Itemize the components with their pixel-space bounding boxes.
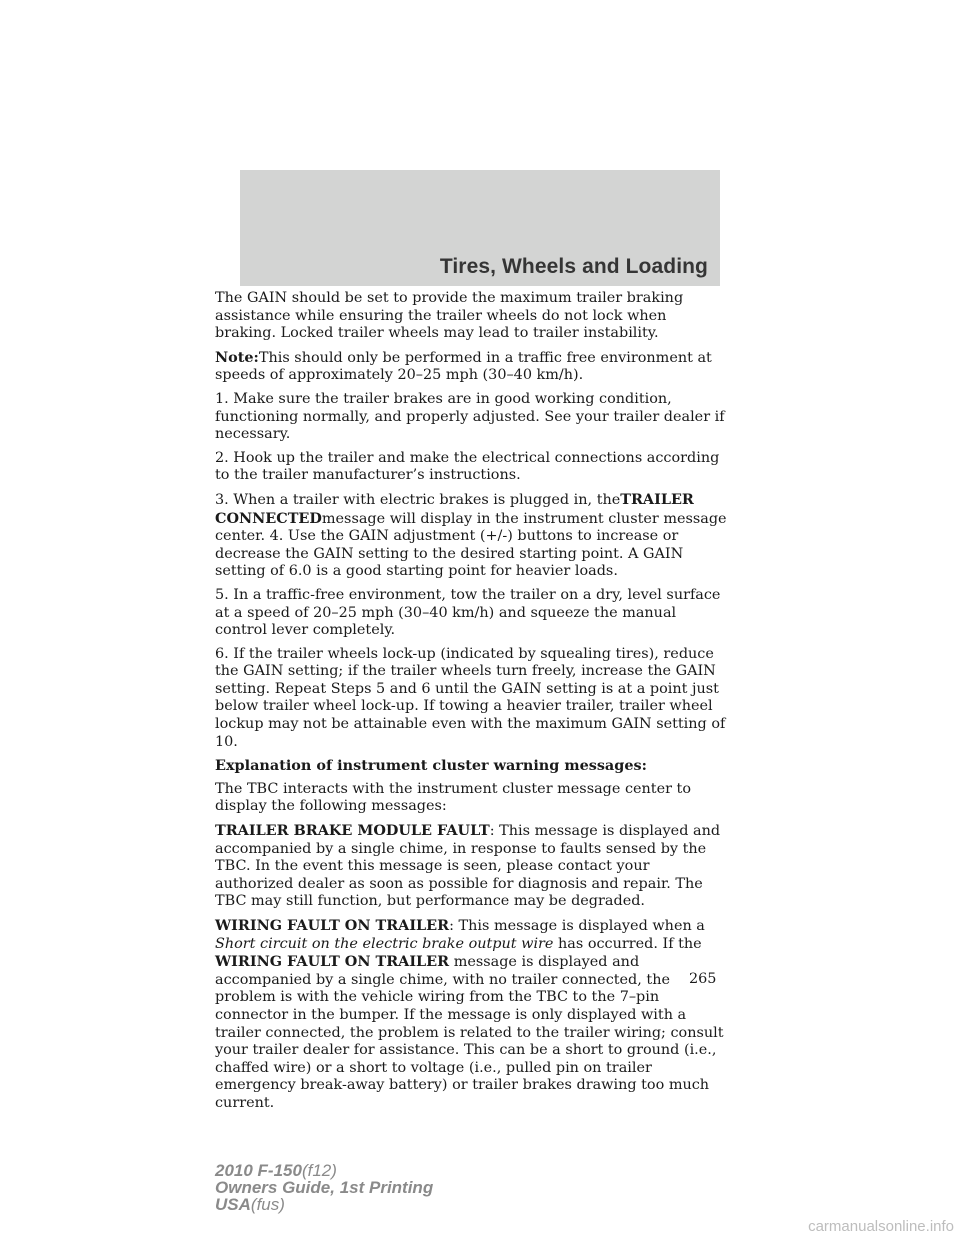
paragraph-step-2: 2. Hook up the trailer and make the electrical connections according to the trailer manufacturer’s instructions. [215,449,720,484]
wiring-fault-label-2: WIRING FAULT ON TRAILER [215,953,450,971]
trailer-connected-label: TRAILER CONNECTED [215,490,694,527]
paragraph-step-1: 1. Make sure the trailer brakes are in good working condition, functioning normally, and properly adjusted. See your trailer dealer if necessary. [215,390,725,443]
paragraph-step-3-4 [215,491,727,581]
footer-line-3 [215,1196,433,1213]
watermark: carmanualsonline.info [808,1218,954,1235]
subheading-warning-messages: Explanation of instrument cluster warning messages: [215,757,647,775]
footer-region: USA [215,1195,251,1214]
wiring-fault-text-b: has occurred. If the [558,935,702,952]
step-3-text-b: message will display in the instrument cluster message center. 4. Use the GAIN adjustment (+/-) buttons to increase or decrease the GAIN setting to the desired starting point. A GAIN setting of 6.0 is a good starting point for heavier loads. [215,510,727,580]
footer-line-2: Owners Guide, 1st Printing [215,1178,434,1197]
wiring-fault-italic: Short circuit on the electric brake output wire [215,935,554,952]
paragraph-wiring-fault [215,917,727,1113]
page-number: 265 [689,971,717,987]
step-3-text-a: 3. When a trailer with electric brakes is plugged in, the [215,491,621,508]
paragraph-tbc-messages: The TBC interacts with the instrument cluster message center to display the following messages: [215,780,692,815]
page-body [215,290,727,1119]
paragraph-brake-module-fault [215,822,727,911]
wiring-fault-text-c: message is displayed and accompanied by a single chime, with no trailer connected, the problem is with the vehicle wiring from the TBC to the 7–pin connector in the bumper. If the message is only displayed with a trailer connected, the problem is related to the trailer wiring; consult your trailer dealer for assistance. This can be a short to ground (i.e., chaffed wire) or a short to voltage (i.e., pulled pin on trailer emergency break-away battery) or trailer brakes drawing too much current. [215,954,724,1111]
print-footer [215,1162,433,1213]
wiring-fault-label: WIRING FAULT ON TRAILER [215,917,450,934]
wiring-fault-text-a: : This message is displayed when a [449,918,705,934]
paragraph-step-6: 6. If the trailer wheels lock-up (indicated by squealing tires), reduce the GAIN setting; if the trailer wheels turn freely, increase the GAIN setting. Repeat Steps 5 and 6 until the GAIN setting is at a point just below trailer wheel lock-up. If towing a heavier trailer, trailer wheel lockup may not be attainable even with the maximum GAIN setting of 10. [215,645,726,750]
paragraph-gain-intro: The GAIN should be set to provide the maximum trailer braking assistance while ensuring the trailer wheels do not lock when braking. Locked trailer wheels may lead to trailer instability. [215,290,684,342]
footer-region-code: (fus) [250,1195,285,1214]
brake-module-fault-label: TRAILER BRAKE MODULE FAULT [215,822,490,840]
paragraph-step-5: 5. In a traffic-free environment, tow the trailer on a dry, level surface at a speed of 20–25 mph (30–40 km/h) and squeeze the manual control lever completely. [215,586,721,639]
footer-model: 2010 F-150 [215,1161,302,1180]
brake-module-fault-text: : This message is displayed and accompanied by a single chime, in response to faults sensed by the TBC. In the event this message is seen, please contact your authorized dealer as soon as possible for diagnosis and repair. The TBC may still function, but performance may be degraded. [215,823,721,910]
note-label: Note: [215,348,259,366]
note-text: This should only be performed in a traffic free environment at speeds of approximately 20–25 mph (30–40 km/h). [215,349,712,384]
section-title: Tires, Wheels and Loading [439,255,708,278]
section-header-band [240,170,720,286]
footer-line-1 [215,1162,433,1179]
footer-model-code: (f12) [301,1161,337,1180]
paragraph-note [215,349,727,385]
